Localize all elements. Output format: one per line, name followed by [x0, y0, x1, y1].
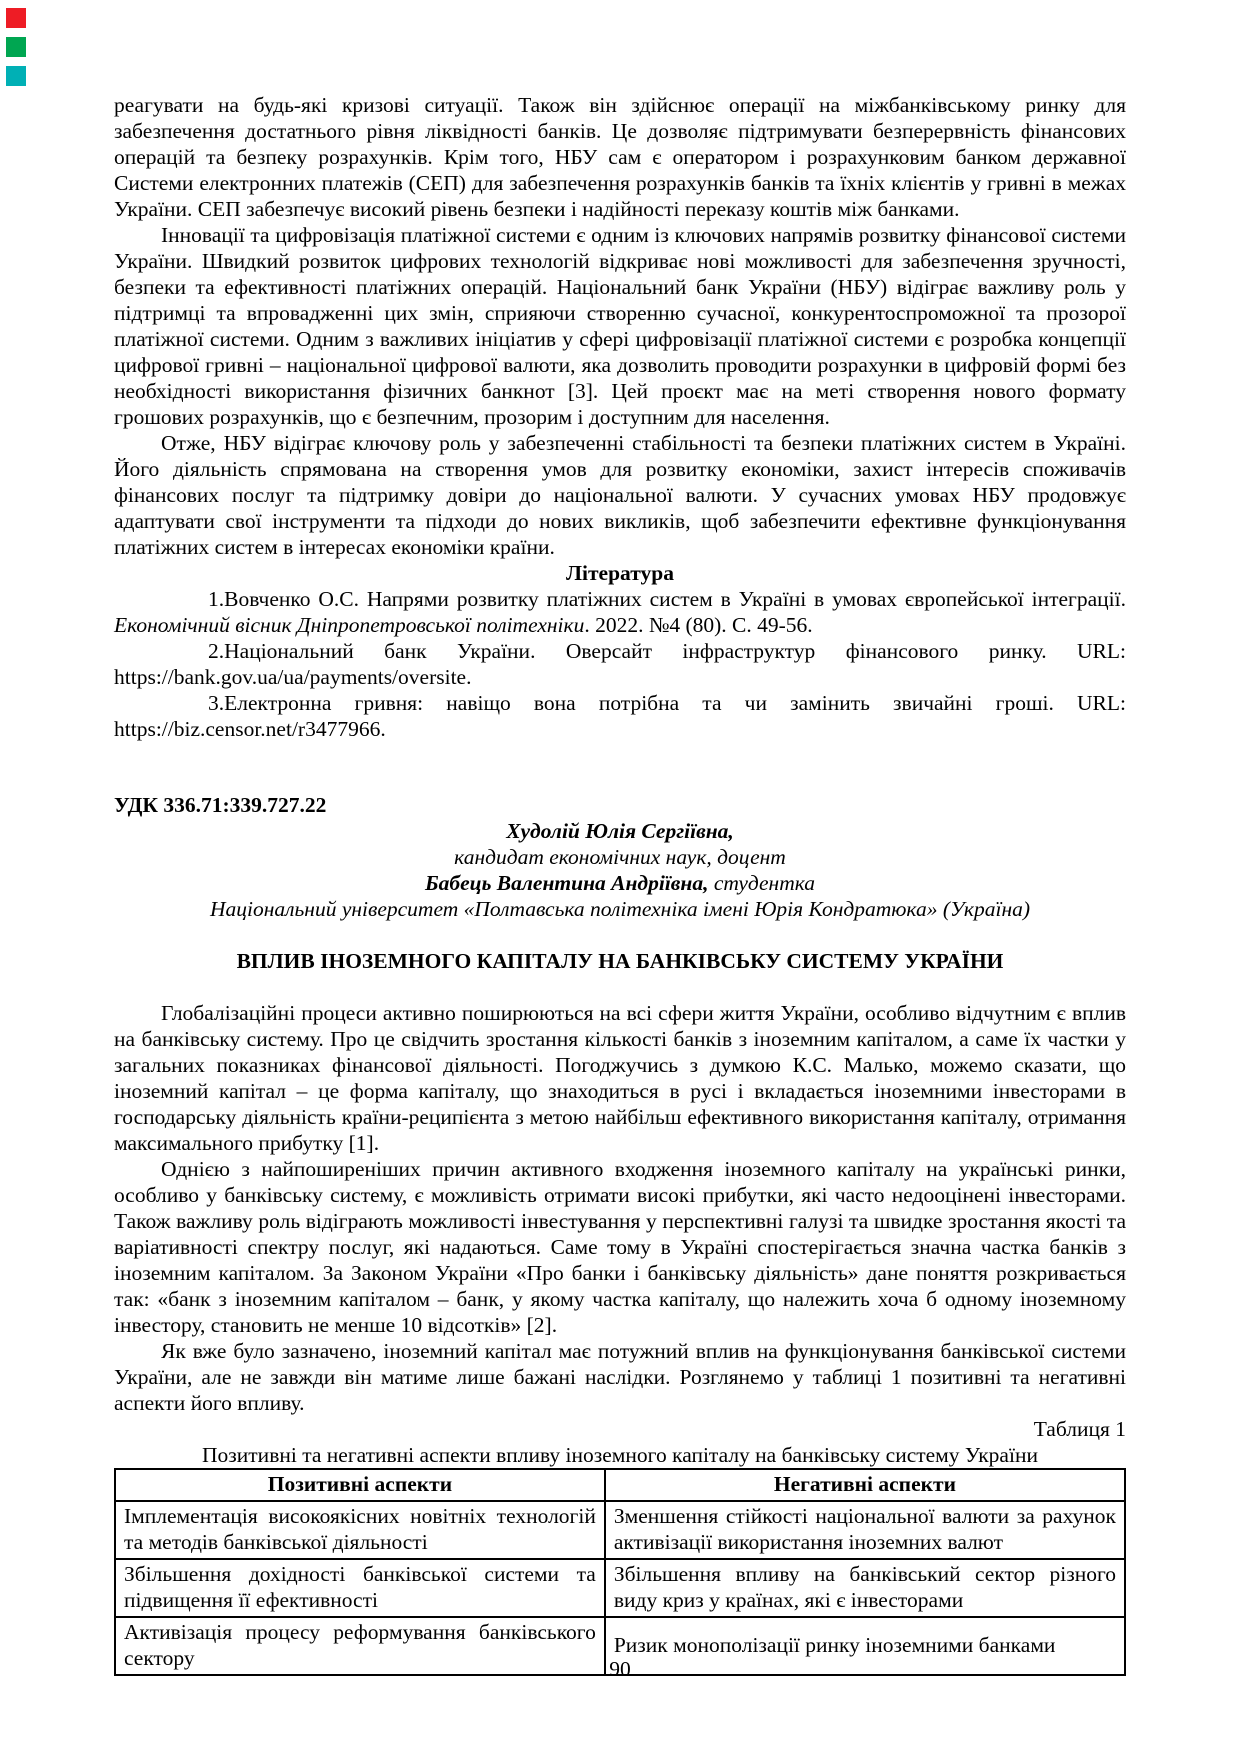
author-name: Худолій Юлія Сергіївна,	[506, 819, 734, 843]
page-content	[114, 92, 1126, 1676]
table-cell-positive: Активізація процесу реформування банківського сектору	[115, 1617, 605, 1675]
reference-number: 1.	[208, 587, 225, 611]
author-line	[114, 870, 1126, 896]
table-cell-positive: Імплементація високоякісних новітніх технологій та методів банківської діяльності	[115, 1501, 605, 1559]
table-cell-negative: Збільшення впливу на банківський сектор різного виду криз у країнах, які є інвесторами	[605, 1559, 1125, 1617]
author-name: Бабець Валентина Андріївна,	[424, 871, 709, 895]
prev-article-paragraph: Отже, НБУ відіграє ключову роль у забезпеченні стабільності та безпеки платіжних систем в Україні. Його діяльність спрямована на створення умов для розвитку економіки, захист інтересів споживачів фінансових послуг та підтримку довіри до національної валюти. У сучасних умовах НБУ продовжує адаптувати свої інструменти та підходи до нових викликів, щоб забезпечити ефективне функціонування платіжних систем в інтересах економіки країни.	[114, 431, 1126, 559]
prev-article-paragraph: Інновації та цифровізація платіжної системи є одним із ключових напрямів розвитку фінансової системи України. Швидкий розвиток цифрових технологій відкриває нові можливості для забезпечення зручності, безпеки та ефективності платіжних операцій. Національний банк України (НБУ) відіграє важливу роль у підтримці та впровадженні цих змін, сприяючи створенню сучасної, конкурентоспроможної та прозорої платіжної системи. Одним з важливих ініціатив у сфері цифровізації платіжної системи є розробка концепції цифрової гривні – національної цифрової валюти, яка дозволить проводити розрахунки в цифровій формі без необхідності використання фізичних банкнот [3]. Цей проєкт має на меті створення нового формату грошових розрахунків, що є безпечним, прозорим і доступним для населення.	[114, 223, 1126, 429]
table-row	[115, 1501, 1125, 1559]
table-cell-negative: Зменшення стійкості національної валюти за рахунок активізації використання іноземних валют	[605, 1501, 1125, 1559]
table-header-row	[115, 1469, 1125, 1501]
article-title: ВПЛИВ ІНОЗЕМНОГО КАПІТАЛУ НА БАНКІВСЬКУ СИСТЕМУ УКРАЇНИ	[236, 949, 1004, 973]
prev-article-paragraph: реагувати на будь-які кризові ситуації. Також він здійснює операції на міжбанківському ринку для забезпечення достатнього рівня ліквідності банків. Це дозволяє підтримувати безперервність фінансових операцій та безпеку розрахунків. Крім того, НБУ сам є оператором і розрахунковим банком державної Системи електронних платежів (СЕП) для забезпечення розрахунків банків та їхніх клієнтів у гривні в межах України. СЕП забезпечує високий рівень безпеки і надійності переказу коштів між банками.	[114, 93, 1126, 221]
red-mark	[6, 8, 26, 28]
table-cell-positive: Збільшення дохідності банківської системи та підвищення її ефективності	[115, 1559, 605, 1617]
green-mark	[6, 37, 26, 57]
scan-color-marks	[6, 8, 28, 95]
reference-number: 3.	[208, 691, 225, 715]
teal-mark	[6, 66, 26, 86]
reference-item	[114, 638, 1126, 690]
page-number: 90	[609, 1657, 631, 1681]
table-cell-negative: Ризик монополізації ринку іноземними банками	[605, 1617, 1125, 1675]
table-header-positive: Позитивні аспекти	[115, 1469, 605, 1501]
reference-text: Національний банк України. Оверсайт інфраструктур фінансового ринку. URL: https://bank.gov.ua/ua/payments/oversite.	[114, 639, 1126, 689]
reference-item	[114, 586, 1126, 638]
article-paragraph: Однією з найпоширеніших причин активного входження іноземного капіталу на українські ринки, особливо у банківську систему, є можливість отримати високі прибутки, які часто недооцінені інвесторами. Також важливу роль відіграють можливості інвестування у перспективні галузі та швидке зростання якості та варіативності спектру послуг, які надаються. Саме тому в Україні спостерігається значна частка банків з іноземним капіталом. За Законом України «Про банки і банківську діяльність» дане поняття розкривається так: «банк з іноземним капіталом – банк, у якому частка капіталу, що належить хоча б одному іноземному інвестору, становить не менше 10 відсотків» [2].	[114, 1157, 1126, 1337]
reference-number: 2.	[208, 639, 225, 663]
reference-text: Вовченко О.С. Напрями розвитку платіжних систем в Україні в умовах європейської інтеграції.	[224, 587, 1126, 611]
reference-text: . 2022. №4 (80). С. 49-56.	[584, 613, 813, 637]
article-paragraph: Як вже було зазначено, іноземний капітал має потужний вплив на функціонування банківської системи України, але не завжди він матиме лише бажані наслідки. Розглянемо у таблиці 1 позитивні та негативні аспекти його впливу.	[114, 1339, 1126, 1415]
author-role: студентка	[708, 871, 816, 895]
reference-text: Електронна гривня: навіщо вона потрібна та чи замінить звичайні гроші. URL: https://biz.censor.net/r3477966.	[114, 691, 1126, 741]
udc-code: УДК 336.71:339.727.22	[114, 793, 327, 817]
literature-heading: Література	[566, 561, 674, 585]
table-header-negative: Негативні аспекти	[605, 1469, 1125, 1501]
table-caption: Позитивні та негативні аспекти впливу іноземного капіталу на банківську систему України	[202, 1443, 1038, 1467]
aspects-table	[114, 1468, 1126, 1676]
reference-item	[114, 690, 1126, 742]
reference-journal: Економічний вісник Дніпропетровської політехніки	[114, 613, 585, 637]
author-affiliation: Національний університет «Полтавська політехніка імені Юрія Кондратюка» (Україна)	[209, 897, 1031, 921]
author-role: кандидат економічних наук, доцент	[454, 845, 786, 869]
article-paragraph: Глобалізаційні процеси активно поширюються на всі сфери життя України, особливо відчутним є вплив на банківську систему. Про це свідчить зростання кількості банків з іноземним капіталом, а саме їх частки у загальних показниках фінансової діяльності. Погоджучись з думкою К.С. Малько, можемо сказати, що іноземний капітал – це форма капіталу, що знаходиться в русі і вкладається іноземними інвесторами в господарську діяльність країни-реципієнта з метою найбільш ефективного використання капіталу, отримання максимального прибутку [1].	[114, 1001, 1126, 1155]
table-row	[115, 1559, 1125, 1617]
table-label: Таблиця 1	[1033, 1417, 1126, 1441]
